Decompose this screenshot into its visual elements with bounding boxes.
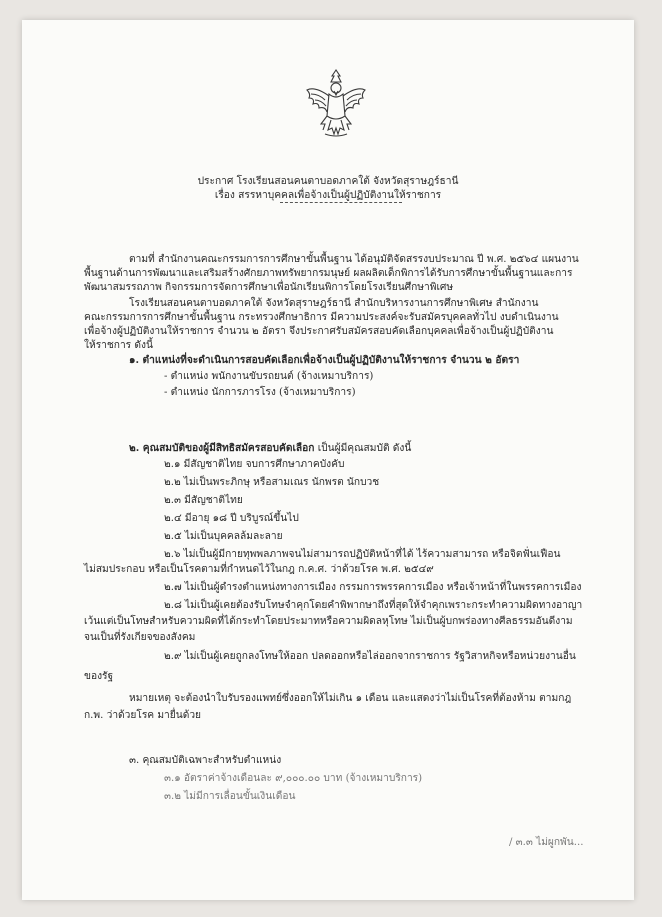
remark-line: ก.พ. ว่าด้วยโรค มายื่นด้วย bbox=[84, 710, 202, 721]
position-item: - ตำแหน่ง นักการภารโรง (จ้างเหมาบริการ) bbox=[164, 387, 356, 398]
remark-line: หมายเหตุ จะต้องนำใบรับรองแพทย์ซึ่งออกให้ไม่เกิน ๑ เดือน และแสดงว่าไม่เป็นโรคที่ต้องห้าม ตามกฎ bbox=[129, 693, 572, 704]
qualification-item: ๒.๗ ไม่เป็นผู้ดำรงตำแหน่งทางการเมือง กรรมการพรรคการเมือง หรือเจ้าหน้าที่ในพรรคการเมือง bbox=[164, 582, 582, 593]
intro-line: พัฒนาสมรรถภาพ กิจกรรมการจัดการศึกษาเพื่อนักเรียนพิการโดยโรงเรียนศึกษาพิเศษ bbox=[84, 282, 454, 293]
intro-line: พื้นฐานด้านการพัฒนาและเสริมสร้างศักยภาพทรัพยากรมนุษย์ ผลผลิตเด็กพิการได้รับการศึกษาขั้นพื้นฐานและการ bbox=[84, 268, 573, 279]
section-2-heading-bold: ๒. คุณสมบัติของผู้มีสิทธิสมัครสอบคัดเลือก bbox=[129, 442, 315, 454]
specific-qualification-item: ๓.๑ อัตราค่าจ้างเดือนละ ๙,๐๐๐.๐๐ บาท (จ้างเหมาบริการ) bbox=[164, 773, 423, 784]
qualification-item-continued: จนเป็นที่รังเกียจของสังคม bbox=[84, 632, 196, 643]
qualification-item: ๒.๕ ไม่เป็นบุคคลล้มละลาย bbox=[164, 531, 283, 542]
garuda-emblem-icon bbox=[301, 64, 371, 142]
qualification-item-continued: เว้นแต่เป็นโทษสำหรับความผิดที่ได้กระทำโดยประมาทหรือความผิดลหุโทษ ไม่เป็นผู้บกพร่องทางศีลธรรมอันดีงาม bbox=[84, 616, 573, 627]
qualification-item-continued: ไม่สมประกอบ หรือเป็นโรคตามที่กำหนดไว้ในกฎ ก.ค.ศ. ว่าด้วยโรค พ.ศ. ๒๕๔๙ bbox=[84, 564, 434, 575]
document-page bbox=[22, 20, 634, 900]
qualification-item: ๒.๑ มีสัญชาติไทย จบการศึกษาภาคบังคับ bbox=[164, 459, 345, 470]
intro-line: ตามที่ สำนักงานคณะกรรมการการศึกษาขั้นพื้นฐาน ได้อนุมัติจัดสรรงบประมาณ ปี พ.ศ. ๒๕๖๔ แผนงาน bbox=[129, 254, 579, 265]
announcement-subject: เรื่อง สรรหาบุคคลเพื่อจ้างเป็นผู้ปฏิบัติงานให้ราชการ bbox=[214, 190, 442, 201]
qualification-item: ๒.๖ ไม่เป็นผู้มีกายทุพพลภาพจนไม่สามารถปฏิบัติหน้าที่ได้ ไร้ความสามารถ หรือจิตฟั่นเฟือน bbox=[164, 549, 561, 560]
qualification-item: ๒.๘ ไม่เป็นผู้เคยต้องรับโทษจำคุกโดยคำพิพากษาถึงที่สุดให้จำคุกเพราะกระทำความผิดทางอาญา bbox=[164, 600, 583, 611]
qualification-item: ๒.๔ มีอายุ ๑๘ ปี บริบูรณ์ขึ้นไป bbox=[164, 513, 299, 524]
section-1-heading: ๑. ตำแหน่งที่จะดำเนินการสอบคัดเลือกเพื่อจ้างเป็นผู้ปฏิบัติงานให้ราชการ จำนวน ๒ อัตรา bbox=[129, 354, 520, 366]
qualification-item: ๒.๒ ไม่เป็นพระภิกษุ หรือสามเณร นักพรต นักบวช bbox=[164, 477, 380, 488]
section-2-heading bbox=[129, 442, 411, 455]
intro-line: เพื่อจ้างผู้ปฏิบัติงานให้ราชการ จำนวน ๒ อัตรา จึงประกาศรับสมัครสอบคัดเลือกบุคคลเพื่อจ้างเป็นผู้ปฏิบัติงาน bbox=[84, 326, 554, 337]
specific-qualification-item: ๓.๒ ไม่มีการเลื่อนขั้นเงินเดือน bbox=[164, 791, 296, 802]
intro-line: โรงเรียนสอนคนตาบอดภาคใต้ จังหวัดสุราษฎร์ธานี สำนักบริหารงานการศึกษาพิเศษ สำนักงาน bbox=[129, 298, 539, 309]
section-3-heading: ๓. คุณสมบัติเฉพาะสำหรับตำแหน่ง bbox=[129, 755, 282, 766]
qualification-item: ๒.๙ ไม่เป็นผู้เคยถูกลงโทษให้ออก ปลดออกหรือไล่ออกจากราชการ รัฐวิสาหกิจหรือหน่วยงานอื่น bbox=[164, 651, 576, 662]
announcement-title: ประกาศ โรงเรียนสอนคนตาบอดภาคใต้ จังหวัดสุราษฎร์ธานี bbox=[197, 176, 459, 187]
qualification-item-continued: ของรัฐ bbox=[84, 671, 114, 682]
continued-marker: / ๓.๓ ไม่ผูกพัน... bbox=[509, 837, 584, 848]
intro-line: ให้ราชการ ดังนี้ bbox=[84, 340, 153, 351]
intro-line: คณะกรรมการการศึกษาขั้นพื้นฐาน กระทรวงศึกษาธิการ มีความประสงค์จะรับสมัครบุคคลทั่วไป งบดำเนินงาน bbox=[84, 312, 559, 323]
position-item: - ตำแหน่ง พนักงานขับรถยนต์ (จ้างเหมาบริการ) bbox=[164, 371, 374, 382]
qualification-item: ๒.๓ มีสัญชาติไทย bbox=[164, 495, 243, 506]
section-2-heading-rest: เป็นผู้มีคุณสมบัติ ดังนี้ bbox=[314, 443, 412, 454]
title-divider bbox=[280, 202, 402, 203]
